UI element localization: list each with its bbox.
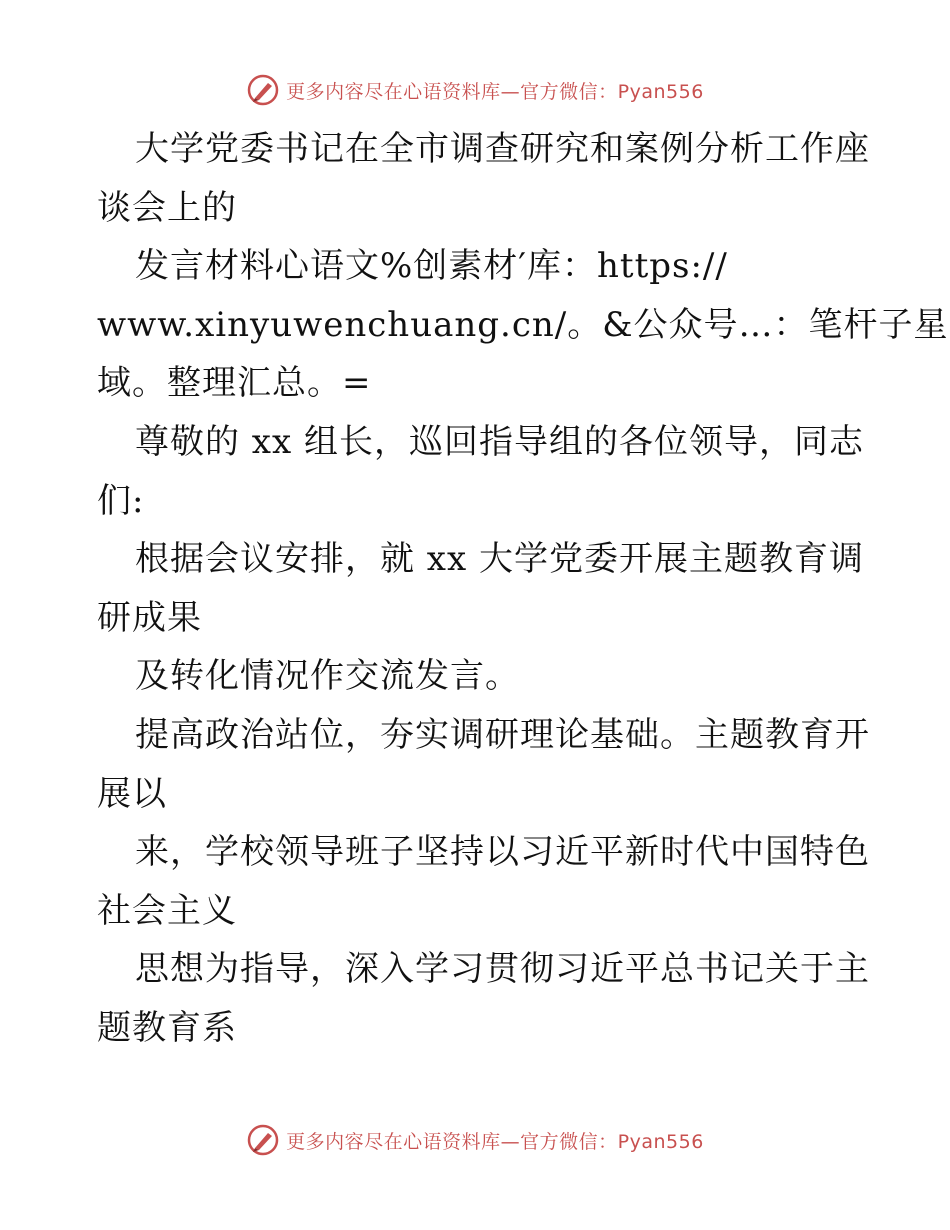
- text-line: 域。整理汇总。=: [97, 363, 372, 404]
- text-line: 们:: [97, 480, 145, 521]
- text-line: 尊敬的 xx 组长，巡回指导组的各位领导，同志: [135, 421, 864, 462]
- text-line: 来，学校领导班子坚持以习近平新时代中国特色: [135, 832, 870, 873]
- text-line: 根据会议安排，就 xx 大学党委开展主题教育调: [135, 539, 864, 580]
- text-line: 谈会上的: [97, 187, 237, 228]
- text-line: 提高政治站位，夯实调研理论基础。主题教育开: [135, 714, 870, 755]
- text-line: 社会主义: [97, 890, 237, 931]
- watermark-text: 更多内容尽在心语资料库—官方微信：Pyan556: [286, 1130, 704, 1153]
- text-line: 题教育系: [97, 1007, 237, 1048]
- watermark-text: 更多内容尽在心语资料库—官方微信：Pyan556: [286, 80, 704, 103]
- document-body: [97, 120, 949, 1058]
- text-line: 思想为指导，深入学习贯彻习近平总书记关于主: [135, 949, 870, 990]
- text-line: 研成果: [97, 597, 202, 638]
- text-line: 展以: [97, 773, 167, 814]
- pen-logo-icon: [246, 73, 280, 107]
- pen-logo-icon: [246, 1123, 280, 1157]
- text-line: 及转化情况作交流发言。: [135, 656, 520, 697]
- text-line: www.xinyuwenchuang.cn/。&公众号…：笔杆子星: [97, 304, 949, 345]
- header-watermark: [0, 70, 950, 110]
- footer-watermark: [0, 1120, 950, 1160]
- text-line: 发言材料心语文%创素材′库：https://: [135, 246, 728, 287]
- text-line: 大学党委书记在全市调查研究和案例分析工作座: [135, 129, 870, 169]
